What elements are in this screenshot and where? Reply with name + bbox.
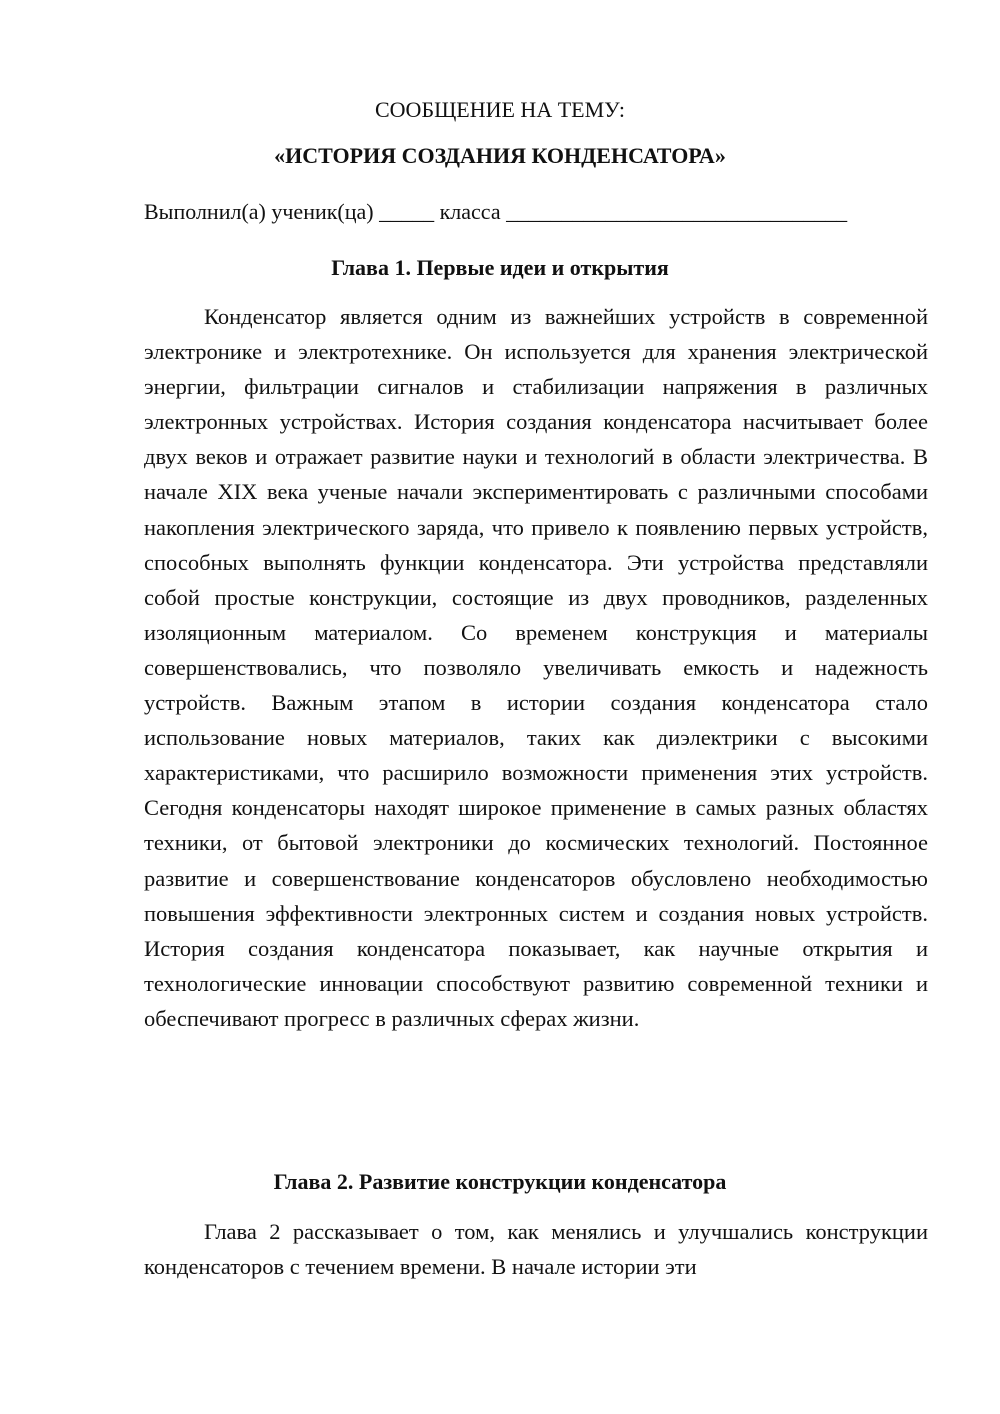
chapter-2-paragraph: Глава 2 рассказывает о том, как менялись и улучшались конструкции конденсаторов с течением времени. В начале истории эти <box>144 1219 928 1280</box>
chapter-2-heading: Глава 2. Развитие конструкции конденсатора <box>273 1169 727 1194</box>
document-title-prefix: СООБЩЕНИЕ НА ТЕМУ: <box>375 97 625 122</box>
chapter-1-paragraph: Конденсатор является одним из важнейших устройств в современной электронике и электротехнике. Он используется для хранения электрической энергии, фильтрации сигналов и стабилизации напряжения в различных электронных устройствах. История создания конденсатора насчитывает более двух веков и отражает развитие науки и технологий в области электричества. В начале XIX века ученые начали экспериментировать с различными способами накопления электрического заряда, что привело к появлению первых устройств, способных выполнять функции конденсатора. Эти устройства представляли собой простые конструкции, состоящие из двух проводников, разделенных изоляционным материалом. Со временем конструкция и материалы совершенствовались, что позволяло увеличивать емкость и надежность устройств. Важным этапом в истории создания конденсатора стало использование новых материалов, таких как диэлектрики с высокими характеристиками, что расширило возможности применения этих устройств. Сегодня конденсаторы находят широкое применение в самых разных областях техники, от бытовой электроники до космических технологий. Постоянное развитие и совершенствование конденсаторов обусловлено необходимостью повышения эффективности электронных систем и создания новых устройств. История создания конденсатора показывает, как научные открытия и технологические инновации способствуют развитию современной техники и обеспечивают прогресс в различных сферах жизни. <box>144 304 928 1031</box>
author-line: Выполнил(а) ученик(ца) _____ класса _______________________________ <box>144 199 848 224</box>
document-title: «ИСТОРИЯ СОЗДАНИЯ КОНДЕНСАТОРА» <box>274 143 726 168</box>
chapter-1-heading: Глава 1. Первые идеи и открытия <box>331 255 669 280</box>
